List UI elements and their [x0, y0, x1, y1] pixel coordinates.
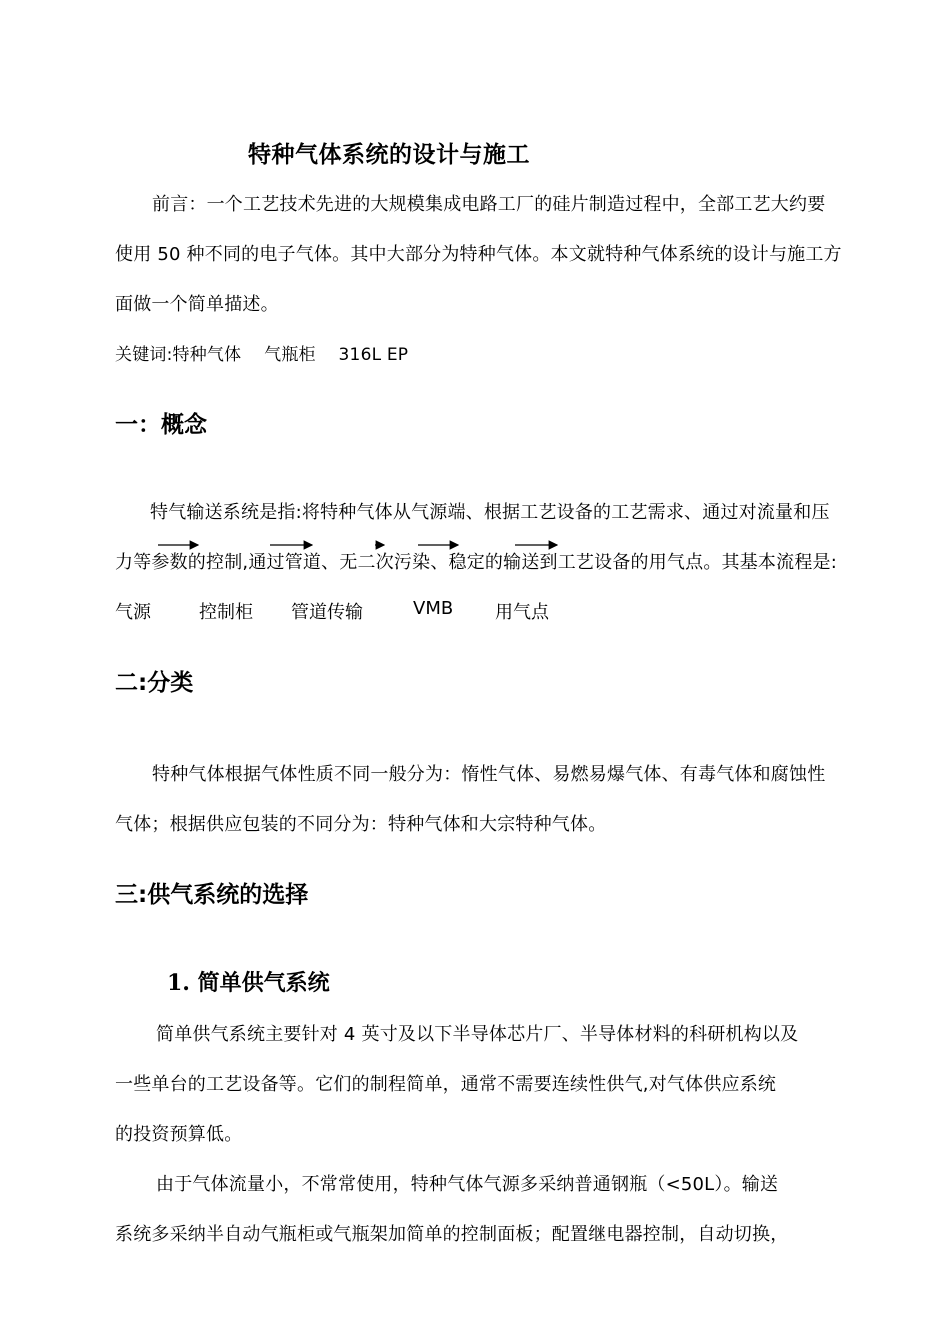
section-1-line-2: 力等参数的控制,通过管道、无二次污染、稳定的输送到工艺设备的用气点。其基本流程是:	[115, 552, 837, 573]
subsection-1-para1-line-1: 简单供气系统主要针对 4 英寸及以下半导体芯片厂、半导体材料的科研机构以及	[156, 1024, 799, 1045]
section-2-heading: 二:分类	[115, 670, 194, 696]
flow-item-source: 气源	[115, 602, 151, 623]
preface-line-2: 使用 50 种不同的电子气体。其中大部分为特种气体。本文就特种气体系统的设计与施工方	[115, 244, 842, 265]
section-3-heading: 三:供气系统的选择	[115, 882, 309, 908]
section-1-line-1: 特气输送系统是指:将特种气体从气源端、根据工艺设备的工艺需求、通过对流量和压	[150, 502, 830, 523]
subsection-1-para2-line-1: 由于气体流量小，不常常使用，特种气体气源多采纳普通钢瓶（<50L）。输送	[156, 1174, 779, 1195]
subsection-1-para1-line-2: 一些单台的工艺设备等。它们的制程简单，通常不需要连续性供气,对气体供应系统	[115, 1074, 777, 1095]
flow-item-pipeline: 管道传输	[291, 602, 363, 623]
section-2-line-1: 特种气体根据气体性质不同一般分为：惰性气体、易燃易爆气体、有毒气体和腐蚀性	[152, 764, 826, 785]
preface-line-1: 前言：一个工艺技术先进的大规模集成电路工厂的硅片制造过程中，全部工艺大约要	[152, 194, 826, 215]
document-title: 特种气体系统的设计与施工	[248, 142, 530, 168]
flow-item-point-of-use: 用气点	[495, 602, 549, 623]
keywords-line: 关键词:特种气体 气瓶柜 316L EP	[115, 345, 409, 365]
section-2-line-2: 气体；根据供应包装的不同分为：特种气体和大宗特种气体。	[115, 814, 607, 835]
flow-item-control-cabinet: 控制柜	[199, 602, 253, 623]
section-1-heading: 一：概念	[115, 412, 207, 438]
preface-line-3: 面做一个简单描述。	[115, 294, 279, 315]
flow-item-vmb: VMB	[413, 598, 454, 619]
subsection-1-heading: 1. 简单供气系统	[167, 970, 330, 996]
subsection-1-para2-line-2: 系统多采纳半自动气瓶柜或气瓶架加简单的控制面板；配置继电器控制，自动切换，	[115, 1224, 789, 1245]
subsection-1-para1-line-3: 的投资预算低。	[115, 1124, 243, 1145]
